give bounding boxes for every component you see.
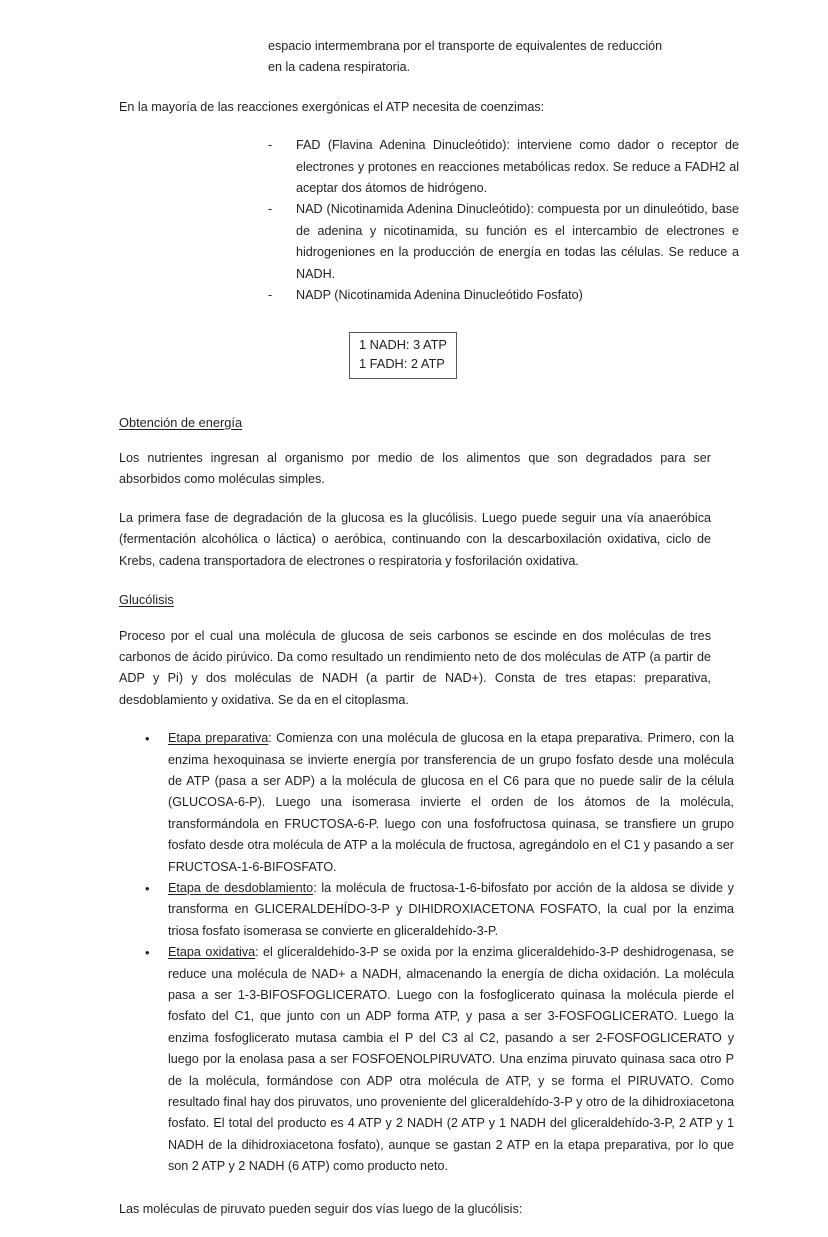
stage-title: Etapa oxidativa	[168, 945, 256, 960]
list-item-text: FAD (Flavina Adenina Dinucleótido): interviene como dador o receptor de electrones y protones en reacciones metabólicas redox. Se reduce a FADH2 al aceptar dos átomos de hidrógeno.	[296, 138, 739, 196]
closing-paragraph: Las moléculas de piruvato pueden seguir dos vías luego de la glucólisis:	[119, 1201, 523, 1216]
note-box-container	[119, 332, 711, 378]
glucolisis-paragraph-1: Proceso por el cual una molécula de glucosa de seis carbonos se escinde en dos moléculas de tres carbonos de ácido pirúvico. Da como resultado un rendimiento neto de dos moléculas de ATP (a partir de ADP y Pi) y dos moléculas de NADH (a partir de NAD+). Consta de tres etapas: preparativa, desdoblamiento y oxidativa. Se da en el citoplasma.	[119, 628, 711, 707]
list-item	[145, 878, 734, 942]
bullet-marker: •	[145, 945, 150, 961]
dash-marker: -	[268, 288, 273, 303]
list-item-text: NADP (Nicotinamida Adenina Dinucleótido Fosfato)	[296, 288, 583, 303]
list-item	[145, 728, 734, 878]
document-body	[119, 36, 739, 1237]
stage-title: Etapa de desdoblamiento	[168, 880, 314, 895]
section-heading-glucolisis-wrap	[119, 589, 711, 625]
list-item	[268, 199, 739, 285]
continuation-paragraph	[268, 36, 711, 79]
list-item	[268, 285, 739, 306]
atp-yield-box	[349, 332, 457, 378]
stage-title: Etapa preparativa	[168, 731, 269, 746]
coenzyme-list	[119, 135, 739, 306]
stage-body: : el gliceraldehido-3-P se oxida por la enzima gliceraldehido-3-P deshidrogenasa, se reduce una molécula de NAD+ a NADH, almacenando la energía de dicha oxidación. La molécula pasa a ser 1-3-BIFOSFOGLICERATO. Luego con la fosfoglicerato quinasa la molécula pierde el fosfato del C1, que junto con un ADP forma ATP, y pasa a ser 3-FOSFOGLICERATO. Luego la enzima fosfoglicerato mutasa cambia el P del C3 al C2, pasando a ser 2-FOSFOGLICERATO y luego por la enolasa pasa a ser FOSFOENOLPIRUVATO. Una enzima piruvato quinasa saca otro P de la molécula, formándose con ADP otra molécula de ATP, y se forma el PIRUVATO. Como resultado final hay dos piruvatos, uno proveniente del gliceraldehído-3-P y otro de la dihidroxiacetona fosfato. El total del producto es 4 ATP y 2 NADH (2 ATP y 1 NADH del gliceraldehído-3-P, 2 ATP y 1 NADH de la dihidroxiacetona fosfato), aunque se gastan 2 ATP en la etapa preparativa, por lo que son 2 ATP y 2 NADH (6 ATP) como producto neto.	[168, 945, 734, 1174]
note-box-line-2: 1 FADH: 2 ATP	[359, 356, 445, 372]
glucolisis-stage-list	[119, 728, 734, 1178]
list-item	[268, 135, 739, 199]
obtencion-paragraph-2: La primera fase de degradación de la glucosa es la glucólisis. Luego puede seguir una vía anaeróbica (fermentación alcohólica o láctica) o aeróbica, continuando con la descarboxilación oxidativa, ciclo de Krebs, cadena transportadora de electrones o respiratoria y fosforilación oxidativa.	[119, 510, 711, 568]
dash-marker: -	[268, 138, 273, 153]
list-item	[145, 942, 734, 1177]
continuation-line-1: espacio intermembrana por el transporte de equivalentes de reducción	[268, 39, 663, 53]
list-item-text: NAD (Nicotinamida Adenina Dinucleótido): compuesta por un dinuleótido, base de adenina y nicotinamida, su función es el intercambio de electrones e hidrogeniones en la producción de energía en todas las células. Se reduce a NADH.	[296, 202, 739, 281]
stage-body: : la molécula de fructosa-1-6-bifosfato por acción de la aldosa se divide y transforma en GLICERALDEHÍDO-3-P y DIHIDROXIACETONA FOSFATO, la cual por la enzima triosa fosfato isomerasa se convierte en gliceraldehído-3-P.	[168, 880, 734, 938]
continuation-line-2: en la cadena respiratoria.	[268, 60, 411, 75]
obtencion-paragraph-1: Los nutrientes ingresan al organismo por medio de los alimentos que son degradados para ser absorbidos como moléculas simples.	[119, 451, 711, 487]
section-heading-glucolisis: Glucólisis	[119, 592, 174, 608]
section-heading-obtencion-wrap	[119, 412, 711, 448]
bullet-marker: •	[145, 880, 150, 896]
stage-body: : Comienza con una molécula de glucosa en la etapa preparativa. Primero, con la enzima hexoquinasa se invierte energía por transferencia de un grupo fosfato desde una molécula de ATP (pasa a ser ADP) a la molécula de glucosa en el C6 para que no puede salir de la célula (GLUCOSA-6-P). Luego una isomerasa invierte el orden de los átomos de la molécula, transformándola en FRUCTOSA-6-P. luego con una fosfofructosa quinasa, se transfiere un grupo fosfato desde otra molécula de ATP a la molécula de fructosa, agregándolo en el C1 y pasando a ser FRUCTOSA-1-6-BIFOSFATO.	[168, 731, 734, 874]
section-heading-obtencion: Obtención de energía	[119, 414, 243, 430]
spacer	[119, 1178, 711, 1199]
note-box-line-1: 1 NADH: 3 ATP	[359, 337, 447, 353]
bullet-marker: •	[145, 731, 150, 747]
intro-paragraph: En la mayoría de las reacciones exergónicas el ATP necesita de coenzimas:	[119, 99, 545, 114]
dash-marker: -	[268, 202, 273, 217]
